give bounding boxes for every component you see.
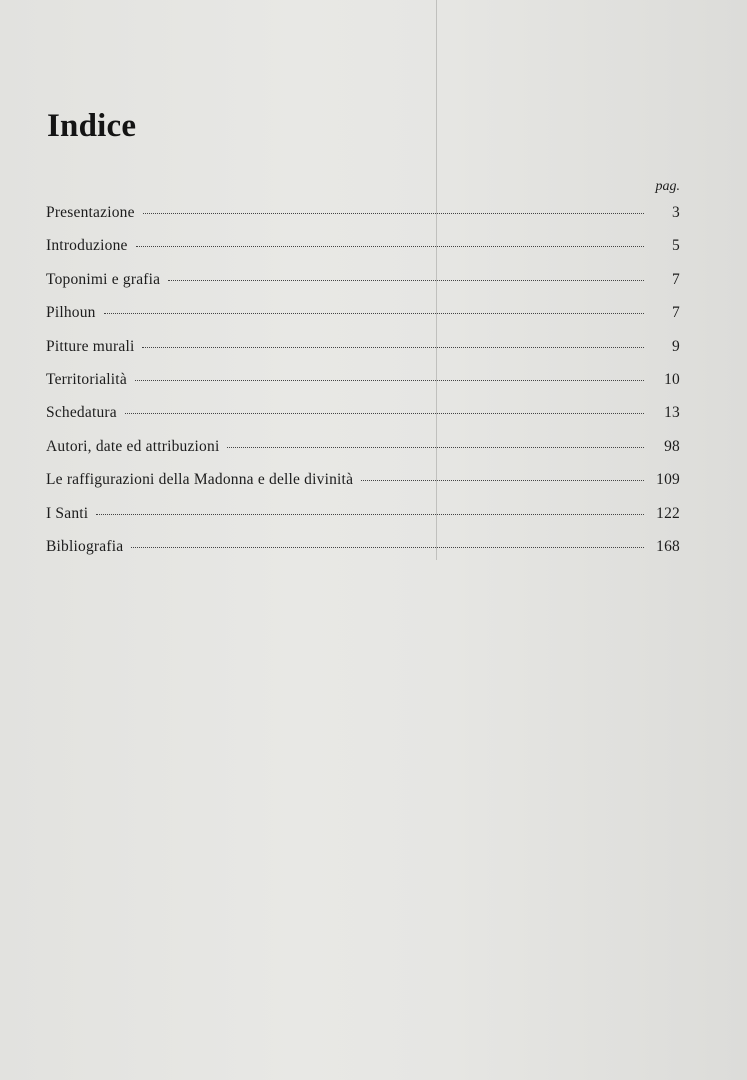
- dot-leader: [136, 246, 644, 247]
- toc-entry-page: 98: [664, 437, 680, 455]
- toc-entry-page: 3: [672, 204, 680, 221]
- toc-entry-title: Le raffigurazioni della Madonna e delle divinità: [46, 471, 354, 489]
- toc-entry-title: Toponimi e grafia: [46, 270, 161, 288]
- toc-entry: [46, 404, 680, 437]
- table-of-contents: [46, 204, 680, 571]
- toc-entry: [46, 271, 680, 304]
- dot-leader: [96, 514, 644, 515]
- toc-entry-page: 5: [672, 237, 680, 255]
- toc-entry: [46, 204, 680, 237]
- page-column-label: pag.: [655, 179, 680, 194]
- toc-entry-page: 7: [672, 270, 680, 288]
- toc-entry-title: Presentazione: [46, 204, 135, 221]
- toc-entry: [46, 338, 680, 371]
- toc-entry-title: Bibliografia: [46, 537, 124, 555]
- toc-entry-page: 10: [664, 370, 680, 388]
- toc-entry-title: Pilhoun: [46, 304, 96, 322]
- dot-leader: [168, 280, 644, 281]
- toc-entry-title: I Santi: [46, 504, 89, 522]
- dot-leader: [125, 413, 644, 414]
- toc-entry-page: 168: [656, 537, 680, 555]
- toc-entry-page: 7: [672, 304, 680, 322]
- toc-entry: [46, 538, 680, 571]
- toc-entry-title: Autori, date ed attribuzioni: [46, 437, 220, 455]
- toc-entry-title: Schedatura: [46, 404, 117, 422]
- dot-leader: [143, 213, 644, 214]
- toc-entry: [46, 371, 680, 404]
- toc-entry-page: 122: [656, 504, 680, 522]
- toc-entry: [46, 471, 680, 504]
- toc-entry: [46, 505, 680, 538]
- toc-entry-page: 9: [672, 337, 680, 355]
- toc-entry-title: Introduzione: [46, 237, 128, 255]
- dot-leader: [361, 480, 644, 481]
- page-title: Indice: [47, 108, 137, 144]
- dot-leader: [104, 313, 644, 314]
- dot-leader: [131, 547, 644, 548]
- toc-entry-page: 109: [656, 471, 680, 489]
- toc-entry-title: Territorialità: [46, 370, 127, 388]
- dot-leader: [135, 380, 644, 381]
- toc-entry: [46, 237, 680, 270]
- dot-leader: [227, 447, 644, 448]
- toc-entry-page: 13: [664, 404, 680, 422]
- toc-entry: [46, 438, 680, 471]
- dot-leader: [142, 347, 644, 348]
- toc-entry: [46, 304, 680, 337]
- toc-entry-title: Pitture murali: [46, 337, 135, 355]
